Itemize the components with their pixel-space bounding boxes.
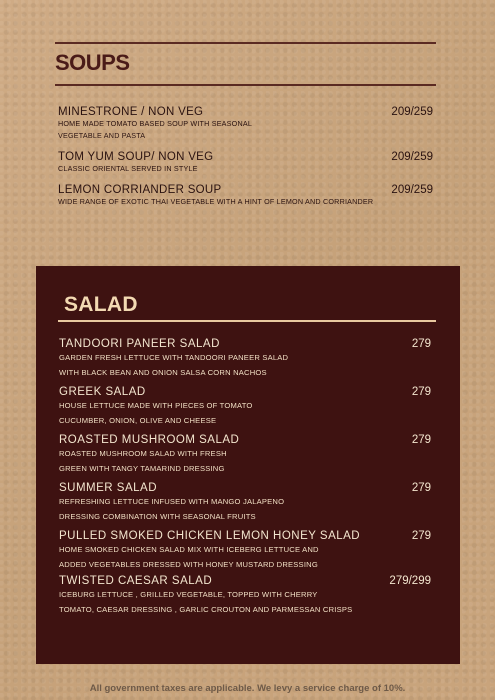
item-name: TANDOORI PANEER SALAD: [59, 338, 220, 350]
menu-item-tom-yum: [58, 151, 433, 175]
item-desc-line: ADDED VEGETABLES DRESSED WITH HONEY MUSTARD DRESSING: [59, 560, 318, 569]
item-price: 209/259: [391, 106, 433, 118]
salad-heading: SALAD: [64, 293, 138, 316]
item-desc-line: ICEBURG LETTUCE , GRILLED VEGETABLE, TOPPED WITH CHERRY: [59, 590, 318, 599]
item-price: 279: [411, 434, 431, 446]
soups-top-rule: [55, 42, 436, 44]
item-desc-line: CLASSIC ORIENTAL SERVED IN STYLE: [58, 164, 198, 173]
item-desc-line: DRESSING COMBINATION WITH SEASONAL FRUITS: [59, 512, 256, 521]
item-desc-line: HOME SMOKED CHICKEN SALAD MIX WITH ICEBERG LETTUCE AND: [59, 545, 319, 554]
item-name: PULLED SMOKED CHICKEN LEMON HONEY SALAD: [59, 530, 361, 542]
menu-item-summer: [59, 482, 431, 524]
item-desc-line: VEGETABLE AND PASTA: [58, 131, 146, 140]
menu-item-roasted-mushroom: [59, 434, 431, 476]
menu-item-minestrone: [58, 106, 433, 142]
item-name: TOM YUM SOUP/ NON VEG: [58, 151, 214, 163]
item-name: ROASTED MUSHROOM SALAD: [59, 434, 240, 446]
item-desc-line: REFRESHING LETTUCE INFUSED WITH MANGO JALAPENO: [59, 497, 285, 506]
item-price: 209/259: [391, 184, 433, 196]
item-desc-line: ROASTED MUSHROOM SALAD WITH FRESH: [59, 449, 227, 458]
item-price: 279/299: [389, 575, 431, 587]
item-price: 279: [411, 338, 431, 350]
item-price: 209/259: [391, 151, 433, 163]
item-name: GREEK SALAD: [59, 386, 146, 398]
item-desc-line: HOME MADE TOMATO BASED SOUP WITH SEASONAL: [58, 119, 253, 128]
item-desc-line: CUCUMBER, ONION, OLIVE AND CHEESE: [59, 416, 217, 425]
menu-item-lemon-corriander: [58, 184, 433, 208]
item-name: TWISTED CAESAR SALAD: [59, 575, 213, 587]
salad-panel: [36, 266, 460, 664]
soups-bottom-rule: [55, 84, 436, 86]
menu-item-pulled-smoked-chicken: [59, 530, 431, 572]
tax-note: All government taxes are applicable. We levy a service charge of 10%.: [89, 683, 406, 694]
item-price: 279: [411, 530, 431, 542]
menu-item-twisted-caesar: [59, 575, 431, 617]
menu-item-greek: [59, 386, 431, 428]
item-price: 279: [411, 386, 431, 398]
item-desc-line: GREEN WITH TANGY TAMARIND DRESSING: [59, 464, 225, 473]
item-desc-line: WIDE RANGE OF EXOTIC THAI VEGETABLE WITH A HINT OF LEMON AND CORRIANDER: [58, 197, 374, 206]
item-name: MINESTRONE / NON VEG: [58, 106, 204, 118]
item-name: SUMMER SALAD: [59, 482, 158, 494]
item-desc-line: WITH BLACK BEAN AND ONION SALSA CORN NACHOS: [59, 368, 267, 377]
menu-item-tandoori-paneer: [59, 338, 431, 380]
soups-heading: SOUPS: [55, 50, 130, 75]
item-price: 279: [411, 482, 431, 494]
item-desc-line: HOUSE LETTUCE MADE WITH PIECES OF TOMATO: [59, 401, 253, 410]
item-desc-line: TOMATO, CAESAR DRESSING , GARLIC CROUTON AND PARMESSAN CRISPS: [59, 605, 353, 614]
item-desc-line: GARDEN FRESH LETTUCE WITH TANDOORI PANEER SALAD: [59, 353, 289, 362]
item-name: LEMON CORRIANDER SOUP: [58, 184, 222, 196]
salad-rule: [58, 320, 436, 322]
